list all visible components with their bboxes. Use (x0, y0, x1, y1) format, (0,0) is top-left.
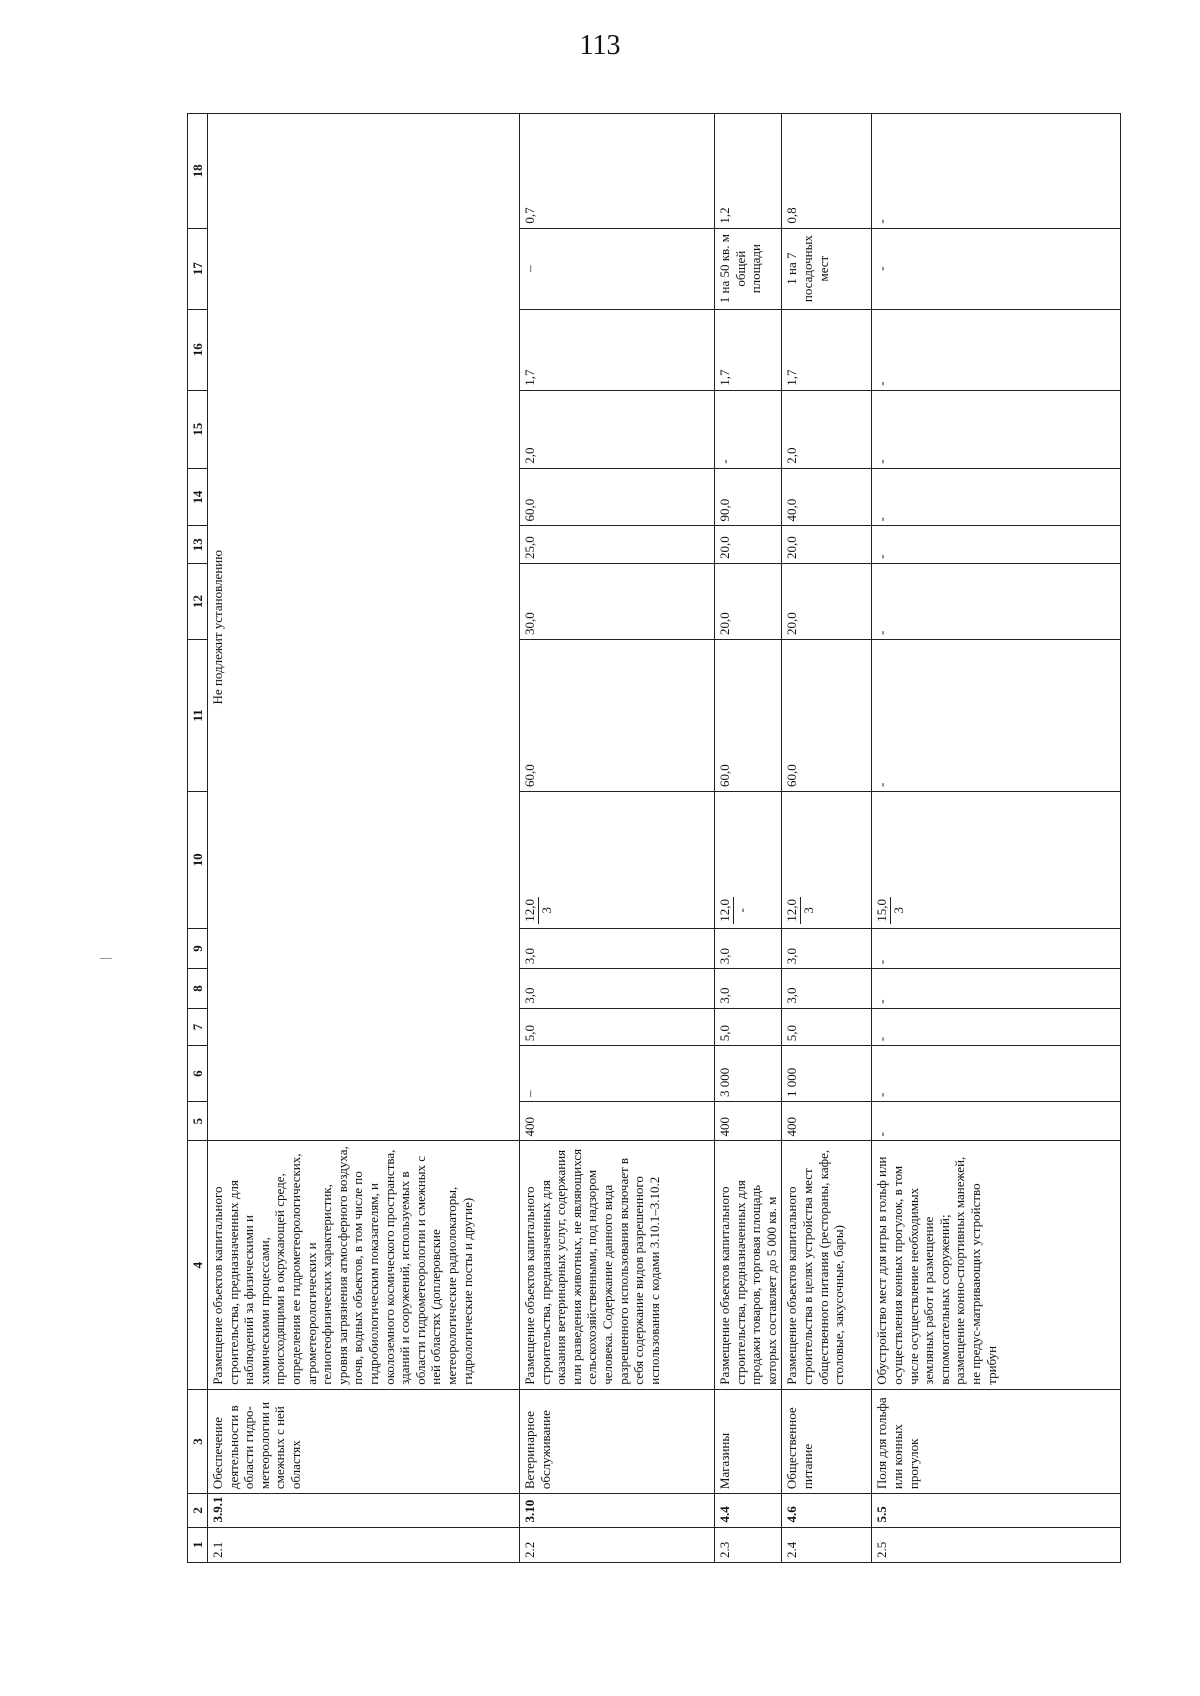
row-number: 2.4 (782, 1527, 872, 1562)
cell-8: - (872, 969, 1121, 1009)
cell-6: 3 000 (715, 1046, 782, 1102)
cell-9: - (872, 928, 1121, 969)
cell-12: - (872, 563, 1121, 639)
row-description: Размещение объектов капитального строительства, предназначенных для продажи товаров, торговая площадь которых составляет до 5 000 кв. м (715, 1141, 782, 1389)
cell-9: 3,0 (715, 928, 782, 969)
cell-6: - (872, 1046, 1121, 1102)
fraction (717, 897, 749, 924)
table-row (208, 114, 520, 1563)
cell-15: 2,0 (520, 390, 715, 468)
fraction (522, 897, 554, 924)
cell-18: 1,2 (715, 114, 782, 229)
row-number: 2.2 (520, 1527, 715, 1562)
cell-14: - (872, 468, 1121, 526)
header-cell: 1 (188, 1527, 208, 1562)
cell-17: 1 на 50 кв. м общей площади (715, 228, 782, 309)
header-cell: 5 (188, 1101, 208, 1141)
page-number: 113 (579, 30, 621, 61)
header-cell: 8 (188, 969, 208, 1009)
header-cell: 16 (188, 309, 208, 390)
header-row (188, 114, 208, 1563)
table-row (520, 114, 715, 1563)
cell-16: 1,7 (520, 309, 715, 390)
table-row (782, 114, 872, 1563)
cell-17: - (872, 228, 1121, 309)
fraction-denominator: 3 (538, 907, 554, 914)
cell-6: 1 000 (782, 1046, 872, 1102)
cell-5: 400 (715, 1101, 782, 1141)
cell-8: 3,0 (715, 969, 782, 1009)
cell-16: 1,7 (715, 309, 782, 390)
fraction-numerator: 12,0 (522, 898, 537, 922)
header-cell: 14 (188, 468, 208, 526)
cell-13: 20,0 (782, 526, 872, 563)
cell-14: 40,0 (782, 468, 872, 526)
header-cell: 2 (188, 1494, 208, 1527)
cell-12: 30,0 (520, 563, 715, 639)
header-cell: 12 (188, 563, 208, 639)
row-code: 3.10 (520, 1494, 715, 1527)
row-code: 4.4 (715, 1494, 782, 1527)
row-number: 2.1 (208, 1527, 520, 1562)
row-name: Поля для гольфа или конных прогулок (872, 1389, 1121, 1493)
row-name: Магазины (715, 1389, 782, 1493)
cell-15: 2,0 (782, 390, 872, 468)
cell-10 (520, 791, 715, 928)
header-cell: 17 (188, 228, 208, 309)
row-description: Обустройство мест для игры в гольф или осуществления конных прогулок, в том числе осуществление необходимых земляных работ и размещение вспомогательных сооружений; размещение конно-спортивных манежей, не предус-матривающих устройство трибун (872, 1141, 1121, 1389)
header-cell: 18 (188, 114, 208, 229)
cell-14: 90,0 (715, 468, 782, 526)
cell-7: 5,0 (715, 1008, 782, 1045)
cell-10 (782, 791, 872, 928)
row-number: 2.3 (715, 1527, 782, 1562)
fraction (874, 897, 906, 924)
cell-13: 20,0 (715, 526, 782, 563)
cell-18: 0,7 (520, 114, 715, 229)
cell-12: 20,0 (782, 563, 872, 639)
cell-17: – (520, 228, 715, 309)
rotated-table-frame (187, 113, 1117, 1563)
cell-5: 400 (782, 1101, 872, 1141)
merged-note-cell: Не подлежит установлению (208, 114, 520, 1142)
cell-11: 60,0 (715, 639, 782, 791)
header-cell: 3 (188, 1389, 208, 1493)
cell-14: 60,0 (520, 468, 715, 526)
table-row (872, 114, 1121, 1563)
row-code: 3.9.1 (208, 1494, 520, 1527)
header-cell: 10 (188, 791, 208, 928)
header-cell: 11 (188, 639, 208, 791)
cell-8: 3,0 (520, 969, 715, 1009)
table-container (187, 113, 1117, 1563)
header-cell: 13 (188, 526, 208, 563)
header-cell: 9 (188, 928, 208, 969)
cell-9: 3,0 (782, 928, 872, 969)
cell-10 (715, 791, 782, 928)
header-cell: 7 (188, 1008, 208, 1045)
fraction-numerator: 15,0 (874, 898, 890, 922)
row-description: Размещение объектов капитального строительства, предназначенных для наблюдений за физическими и химическими процессами, происходящими в окружающей среде, определения ее гидрометеорологических, агрометеорологических и гелиогеофизических характеристик, уровня загрязнения атмосферного воздуха, почв, водных объектов, в том числе по гидробиологическим показателям, и околоземного космического пространства, зданий и сооружений, используемых в области гидрометеорологии и смежных с ней областях (доплеровские метеорологические радиолокаторы, гидрологические посты и другие) (208, 1141, 520, 1389)
cell-18: - (872, 114, 1121, 229)
cell-9: 3,0 (520, 928, 715, 969)
cell-15: - (872, 390, 1121, 468)
table-row (715, 114, 782, 1563)
row-code: 4.6 (782, 1494, 872, 1527)
cell-7: - (872, 1008, 1121, 1045)
cell-5: - (872, 1101, 1121, 1141)
cell-11: 60,0 (782, 639, 872, 791)
cell-11: 60,0 (520, 639, 715, 791)
cell-5: 400 (520, 1101, 715, 1141)
row-code: 5.5 (872, 1494, 1121, 1527)
row-name: Ветеринарное обслуживание (520, 1389, 715, 1493)
header-cell: 4 (188, 1141, 208, 1389)
fraction (784, 897, 816, 924)
row-description: Размещение объектов капитального строительства, предназначенных для оказания ветеринарных услуг, содержания или разведения животных, не являющихся сельскохозяйственными, под надзором человека. Содержание данного вида разрешенного использования включает в себя содержание видов разрешенного использования с кодами 3.10.1–3.10.2 (520, 1141, 715, 1389)
header-cell: 6 (188, 1046, 208, 1102)
fraction-numerator: 12,0 (784, 898, 800, 922)
row-description: Размещение объектов капитального строительства в целях устройства мест общественного питания (рестораны, кафе, столовые, закусочные, бары) (782, 1141, 872, 1389)
cell-10 (872, 791, 1121, 928)
cell-18: 0,8 (782, 114, 872, 229)
cell-15: - (715, 390, 782, 468)
cell-17: 1 на 7 посадочных мест (782, 228, 872, 309)
cell-11: - (872, 639, 1121, 791)
cell-16: - (872, 309, 1121, 390)
cell-7: 5,0 (782, 1008, 872, 1045)
regulations-table (187, 113, 1121, 1563)
row-name: Общественное питание (782, 1389, 872, 1493)
row-number: 2.5 (872, 1527, 1121, 1562)
fraction-numerator: 12,0 (717, 898, 732, 922)
cell-13: - (872, 526, 1121, 563)
cell-13: 25,0 (520, 526, 715, 563)
cell-8: 3,0 (782, 969, 872, 1009)
cell-7: 5,0 (520, 1008, 715, 1045)
header-cell: 15 (188, 390, 208, 468)
row-name: Обеспечение деятельности в области гидро-метеорологии и смежных с ней областях (208, 1389, 520, 1493)
cell-6: – (520, 1046, 715, 1102)
fraction-denominator: - (733, 908, 749, 913)
cell-16: 1,7 (782, 309, 872, 390)
fraction-denominator: 3 (800, 907, 816, 914)
fraction-denominator: 3 (890, 907, 906, 914)
cell-12: 20,0 (715, 563, 782, 639)
scan-mark (100, 958, 112, 959)
